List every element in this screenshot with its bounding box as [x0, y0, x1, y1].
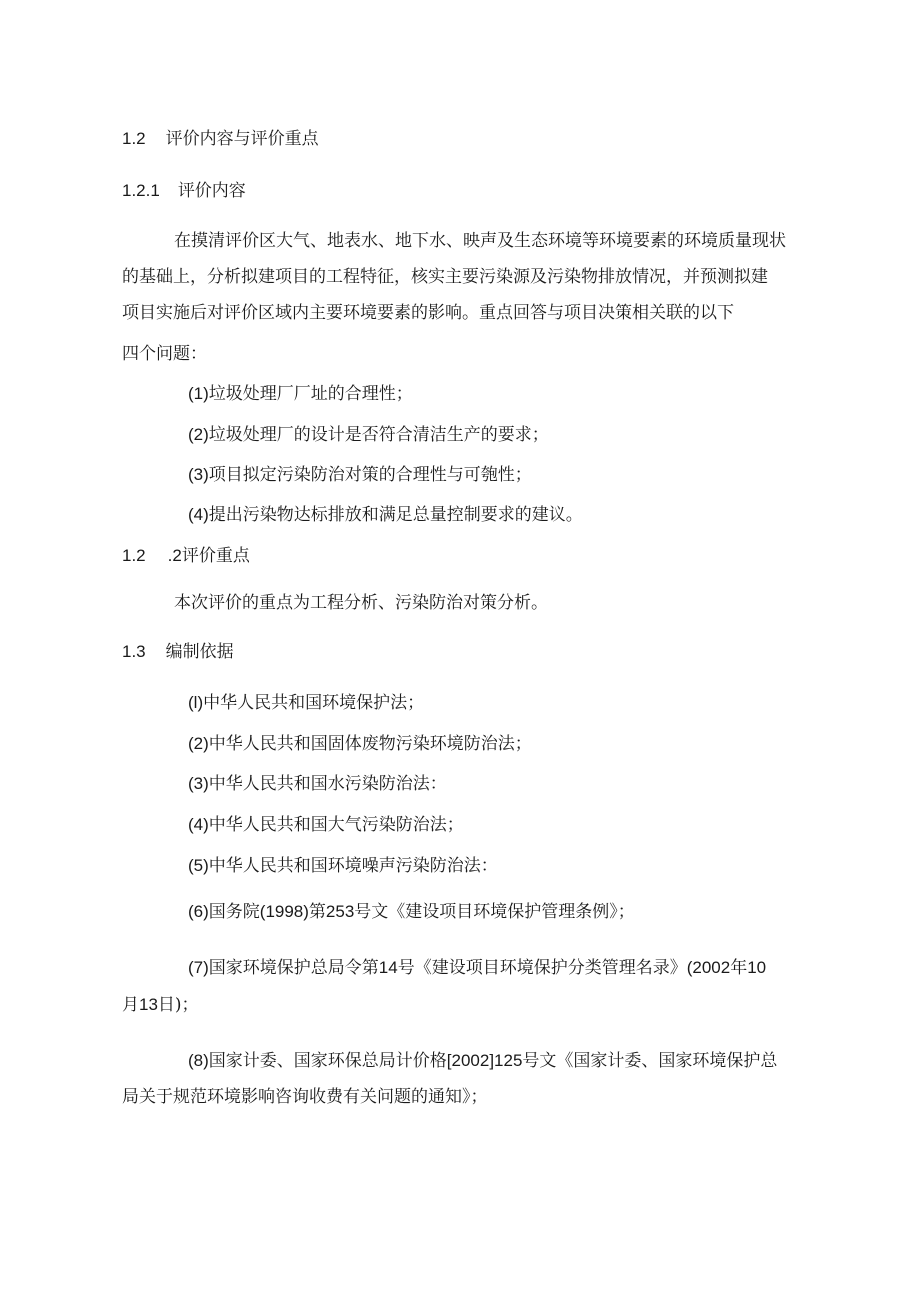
section-title: 评价内容	[177, 181, 246, 201]
list-number: 253	[325, 902, 355, 921]
list-text: 垃圾处理厂的设计是否符合清洁生产的要求；	[208, 425, 549, 445]
list-number: 14	[378, 958, 398, 977]
list-text: 国家环境保护总局令第	[208, 958, 379, 978]
list-item	[188, 769, 447, 794]
paragraph-line: 的基础上，分析拟建项目的工程特征，核实主要污染源及污染物排放情况，并预测拟建	[122, 267, 768, 287]
list-marker: (8)	[188, 1051, 209, 1070]
list-item	[188, 420, 549, 445]
list-text: 中华人民共和国环境保护法；	[203, 693, 425, 713]
list-item	[188, 379, 413, 404]
list-text: 月	[122, 995, 139, 1015]
list-item	[188, 688, 424, 713]
list-item	[188, 897, 635, 922]
list-item	[188, 953, 766, 978]
list-item	[188, 500, 583, 525]
list-text: 中华人民共和国环境噪声污染防治法：	[208, 856, 498, 876]
list-marker: (5)	[188, 856, 209, 875]
list-item	[188, 729, 532, 754]
paragraph-line: 在摸清评价区大气、地表水、地下水、映声及生态环境等环境要素的环境质量现状	[174, 231, 786, 251]
section-title: 评价内容与评价重点	[165, 129, 319, 149]
paragraph-line: 四个问题：	[122, 344, 207, 364]
list-number: 13	[139, 995, 158, 1014]
list-text: 项目拟定污染防治对策的合理性与可匏性；	[208, 465, 532, 485]
list-text: 国务院	[208, 902, 260, 922]
list-marker: (2)	[188, 425, 209, 444]
section-number-part-a: 1.2	[122, 546, 146, 565]
list-text: 垃圾处理厂厂址的合理性；	[208, 384, 413, 404]
section-number-part-b: .2	[167, 546, 182, 565]
paragraph-line: 本次评价的重点为工程分析、污染防治对策分析。	[174, 593, 548, 613]
section-heading-1-2-1	[122, 176, 246, 201]
list-item	[188, 460, 532, 485]
section-number: 1.2.1	[122, 181, 160, 200]
list-text: 号文《国家计委、国家环境保护总	[522, 1051, 778, 1071]
list-marker: (3)	[188, 465, 209, 484]
list-number: (1998)	[259, 902, 309, 921]
list-text: 年	[730, 958, 748, 978]
list-text: 国家计委、国家环保总局计价格	[208, 1051, 447, 1071]
section-title: 评价重点	[181, 546, 250, 566]
list-text: 号文《建设项目环境保护管理条例》；	[354, 902, 635, 922]
list-number: (2002	[686, 958, 731, 977]
list-number: 10	[747, 958, 767, 977]
list-marker: (4)	[188, 505, 209, 524]
list-marker: (l)	[188, 693, 204, 712]
section-number: 1.3	[122, 642, 146, 661]
section-heading-1-3	[122, 637, 234, 662]
list-text: 第	[308, 902, 326, 922]
list-item-continuation: 局关于规范环境影响咨询收费有关问题的通知》；	[122, 1087, 488, 1107]
list-marker: (3)	[188, 774, 209, 793]
list-marker: (6)	[188, 902, 209, 921]
section-heading-1-2-2	[122, 541, 250, 566]
list-text: 日)；	[157, 995, 199, 1015]
list-marker: (7)	[188, 958, 209, 977]
list-text: 提出污染物达标排放和满足总量控制要求的建议。	[208, 505, 583, 525]
list-text: 中华人民共和国水污染防治法：	[208, 774, 447, 794]
list-number: [2002]125	[446, 1051, 523, 1070]
list-marker: (1)	[188, 384, 209, 403]
list-text: 号《建设项目环境保护分类管理名录》	[397, 958, 687, 978]
list-item-continuation	[122, 990, 199, 1015]
list-item	[188, 810, 464, 835]
paragraph-line: 项目实施后对评价区域内主要环境要素的影响。重点回答与项目决策相关联的以下	[122, 303, 734, 323]
list-item	[188, 851, 498, 876]
list-text: 中华人民共和国固体废物污染环境防治法；	[208, 734, 532, 754]
section-title: 编制依据	[165, 642, 234, 662]
list-item	[188, 1046, 777, 1071]
section-number: 1.2	[122, 129, 146, 148]
list-marker: (4)	[188, 815, 209, 834]
section-heading-1-2	[122, 124, 319, 149]
list-text: 中华人民共和国大气污染防治法；	[208, 815, 464, 835]
list-marker: (2)	[188, 734, 209, 753]
